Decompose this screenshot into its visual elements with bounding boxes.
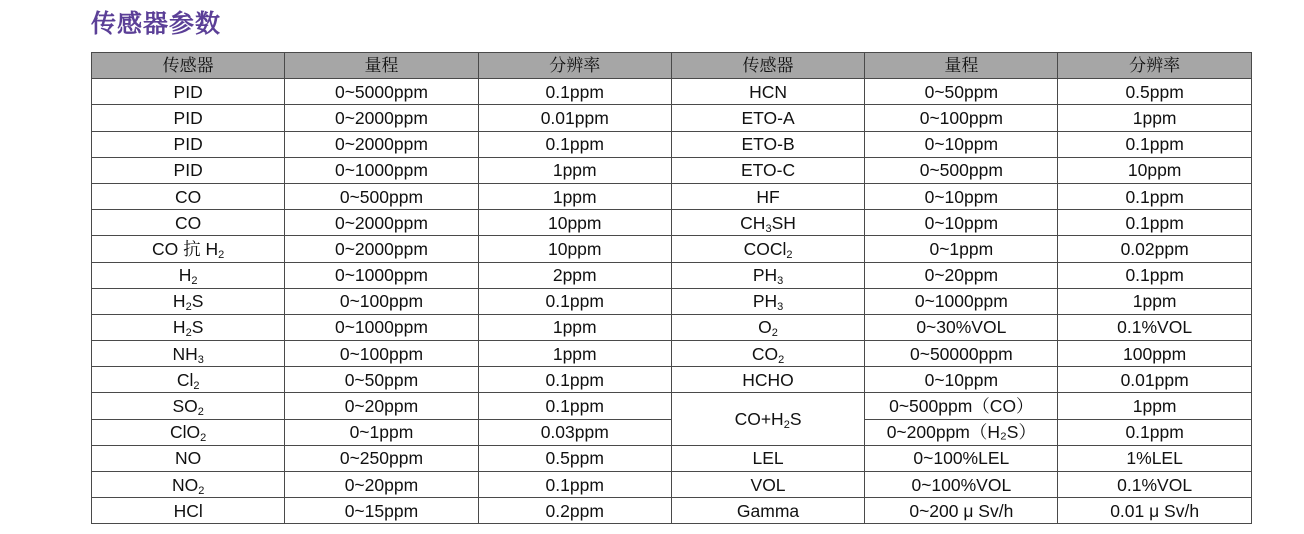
resolution-cell: 10ppm [478, 210, 671, 236]
range-cell: 0~200ppm（H₂S） [865, 419, 1058, 445]
header-range-left: 量程 [285, 53, 478, 79]
subscript: 2 [786, 248, 793, 261]
resolution-cell: 1ppm [478, 314, 671, 340]
subscript: 2 [197, 406, 204, 419]
sensor-parameter-table [91, 52, 1252, 524]
subscript: 2 [191, 275, 198, 288]
table-row [92, 131, 1252, 157]
range-cell: 0~1ppm [285, 419, 478, 445]
table-row [92, 210, 1252, 236]
sensor-cell: CO [92, 210, 285, 236]
range-cell: 0~30%VOL [865, 314, 1058, 340]
subscript: 2 [218, 248, 225, 261]
range-cell: 0~100ppm [285, 341, 478, 367]
table-row [92, 236, 1252, 262]
subscript: 2 [193, 379, 200, 392]
sensor-cell: CO 抗 $H_2$ [92, 236, 285, 262]
range-cell: 0~10ppm [865, 183, 1058, 209]
subscript: 3 [777, 301, 784, 314]
range-cell: 0~100%VOL [865, 472, 1058, 498]
resolution-cell: 1%LEL [1058, 445, 1251, 471]
resolution-cell: 0.01ppm [1058, 367, 1251, 393]
table-row [92, 314, 1252, 340]
resolution-cell: 0.2ppm [478, 498, 671, 524]
sensor-cell: NO [92, 445, 285, 471]
sensor-cell: $H_2S$ [92, 288, 285, 314]
range-cell: 0~2000ppm [285, 210, 478, 236]
range-cell: 0~1000ppm [285, 314, 478, 340]
range-cell: 0~20ppm [865, 262, 1058, 288]
subscript: 2 [778, 353, 785, 366]
range-cell: 0~500ppm（CO） [865, 393, 1058, 419]
resolution-cell: 0.01ppm [478, 105, 671, 131]
subscript: 2 [185, 327, 192, 340]
range-cell: 0~1ppm [865, 236, 1058, 262]
resolution-cell: 0.1%VOL [1058, 472, 1251, 498]
resolution-cell: 1ppm [1058, 105, 1251, 131]
range-cell: 0~1000ppm [865, 288, 1058, 314]
table-header-row [92, 53, 1252, 79]
sensor-cell: $SO_2$ [92, 393, 285, 419]
header-resolution-right: 分辨率 [1058, 53, 1251, 79]
resolution-cell: 10ppm [478, 236, 671, 262]
resolution-cell: 10ppm [1058, 157, 1251, 183]
resolution-cell: 1ppm [1058, 393, 1251, 419]
range-cell: 0~15ppm [285, 498, 478, 524]
header-resolution-left: 分辨率 [478, 53, 671, 79]
subscript: 3 [197, 353, 204, 366]
table-row [92, 157, 1252, 183]
resolution-cell: 0.5ppm [478, 445, 671, 471]
resolution-cell: 0.03ppm [478, 419, 671, 445]
range-cell: 0~500ppm [865, 157, 1058, 183]
range-cell: 0~100ppm [285, 288, 478, 314]
sensor-cell: HCl [92, 498, 285, 524]
table-row [92, 445, 1252, 471]
sensor-cell: HCN [671, 79, 864, 105]
sensor-cell: $CO_2$ [671, 341, 864, 367]
sensor-cell: $PH_3$ [671, 288, 864, 314]
sensor-cell: $NH_3$ [92, 341, 285, 367]
range-cell: 0~50ppm [285, 367, 478, 393]
subscript: 3 [765, 222, 772, 235]
resolution-cell: 0.1ppm [478, 367, 671, 393]
resolution-cell: 0.5ppm [1058, 79, 1251, 105]
table-row [92, 105, 1252, 131]
range-cell: 0~10ppm [865, 131, 1058, 157]
page-title: 传感器参数 [91, 9, 222, 38]
range-cell: 0~1000ppm [285, 157, 478, 183]
subscript: 2 [198, 484, 205, 497]
range-cell: 0~10ppm [865, 367, 1058, 393]
range-cell: 0~2000ppm [285, 236, 478, 262]
range-cell: 0~200 μ Sv/h [865, 498, 1058, 524]
sensor-cell: CO [92, 183, 285, 209]
sensor-cell: Gamma [671, 498, 864, 524]
sensor-cell: ETO-C [671, 157, 864, 183]
sensor-cell: ETO-B [671, 131, 864, 157]
range-cell: 0~2000ppm [285, 131, 478, 157]
range-cell: 0~2000ppm [285, 105, 478, 131]
resolution-cell: 0.1ppm [478, 393, 671, 419]
sensor-cell: $PH_3$ [671, 262, 864, 288]
sensor-cell: HCHO [671, 367, 864, 393]
sensor-cell: $H_2$ [92, 262, 285, 288]
sensor-cell: PID [92, 131, 285, 157]
resolution-cell: 0.1ppm [478, 472, 671, 498]
resolution-cell: 1ppm [478, 183, 671, 209]
resolution-cell: 0.1ppm [478, 131, 671, 157]
table-row [92, 472, 1252, 498]
table-row [92, 288, 1252, 314]
range-cell: 0~1000ppm [285, 262, 478, 288]
sensor-cell: HF [671, 183, 864, 209]
range-cell: 0~50ppm [865, 79, 1058, 105]
range-cell: 0~100%LEL [865, 445, 1058, 471]
table-row [92, 393, 1252, 419]
range-cell: 0~20ppm [285, 393, 478, 419]
resolution-cell: 0.1ppm [1058, 262, 1251, 288]
table-row [92, 498, 1252, 524]
resolution-cell: 0.1ppm [1058, 183, 1251, 209]
sensor-cell: LEL [671, 445, 864, 471]
subscript: 3 [777, 275, 784, 288]
sensor-cell: $CO+H_2S$ [671, 393, 864, 445]
sensor-cell: ETO-A [671, 105, 864, 131]
table-row [92, 183, 1252, 209]
resolution-cell: 0.1ppm [478, 288, 671, 314]
header-range-right: 量程 [865, 53, 1058, 79]
range-cell: 0~5000ppm [285, 79, 478, 105]
sensor-cell: PID [92, 105, 285, 131]
range-cell: 0~50000ppm [865, 341, 1058, 367]
sensor-cell: $O_2$ [671, 314, 864, 340]
sensor-cell: $NO_2$ [92, 472, 285, 498]
table-row [92, 367, 1252, 393]
range-cell: 0~20ppm [285, 472, 478, 498]
resolution-cell: 0.1ppm [478, 79, 671, 105]
range-cell: 0~10ppm [865, 210, 1058, 236]
resolution-cell: 0.01 μ Sv/h [1058, 498, 1251, 524]
subscript: 2 [185, 301, 192, 314]
resolution-cell: 0.1%VOL [1058, 314, 1251, 340]
sensor-cell: PID [92, 157, 285, 183]
range-cell: 0~100ppm [865, 105, 1058, 131]
resolution-cell: 100ppm [1058, 341, 1251, 367]
resolution-cell: 1ppm [478, 341, 671, 367]
header-sensor-left: 传感器 [92, 53, 285, 79]
resolution-cell: 0.1ppm [1058, 210, 1251, 236]
table-row [92, 79, 1252, 105]
sensor-cell: PID [92, 79, 285, 105]
resolution-cell: 0.1ppm [1058, 131, 1251, 157]
sensor-cell: $CH_3SH$ [671, 210, 864, 236]
sensor-cell: $Cl_2$ [92, 367, 285, 393]
range-cell: 0~500ppm [285, 183, 478, 209]
resolution-cell: 0.02ppm [1058, 236, 1251, 262]
table-row [92, 262, 1252, 288]
subscript: 2 [771, 327, 778, 340]
table-row [92, 341, 1252, 367]
sensor-cell: COCl$_2$ [671, 236, 864, 262]
resolution-cell: 1ppm [478, 157, 671, 183]
subscript: 2 [200, 432, 207, 445]
table-body [92, 79, 1252, 524]
subscript: 2 [783, 419, 790, 432]
resolution-cell: 2ppm [478, 262, 671, 288]
header-sensor-right: 传感器 [671, 53, 864, 79]
resolution-cell: 1ppm [1058, 288, 1251, 314]
sensor-cell: VOL [671, 472, 864, 498]
sensor-cell: $H_2S$ [92, 314, 285, 340]
resolution-cell: 0.1ppm [1058, 419, 1251, 445]
sensor-cell: ClO$_2$ [92, 419, 285, 445]
range-cell: 0~250ppm [285, 445, 478, 471]
